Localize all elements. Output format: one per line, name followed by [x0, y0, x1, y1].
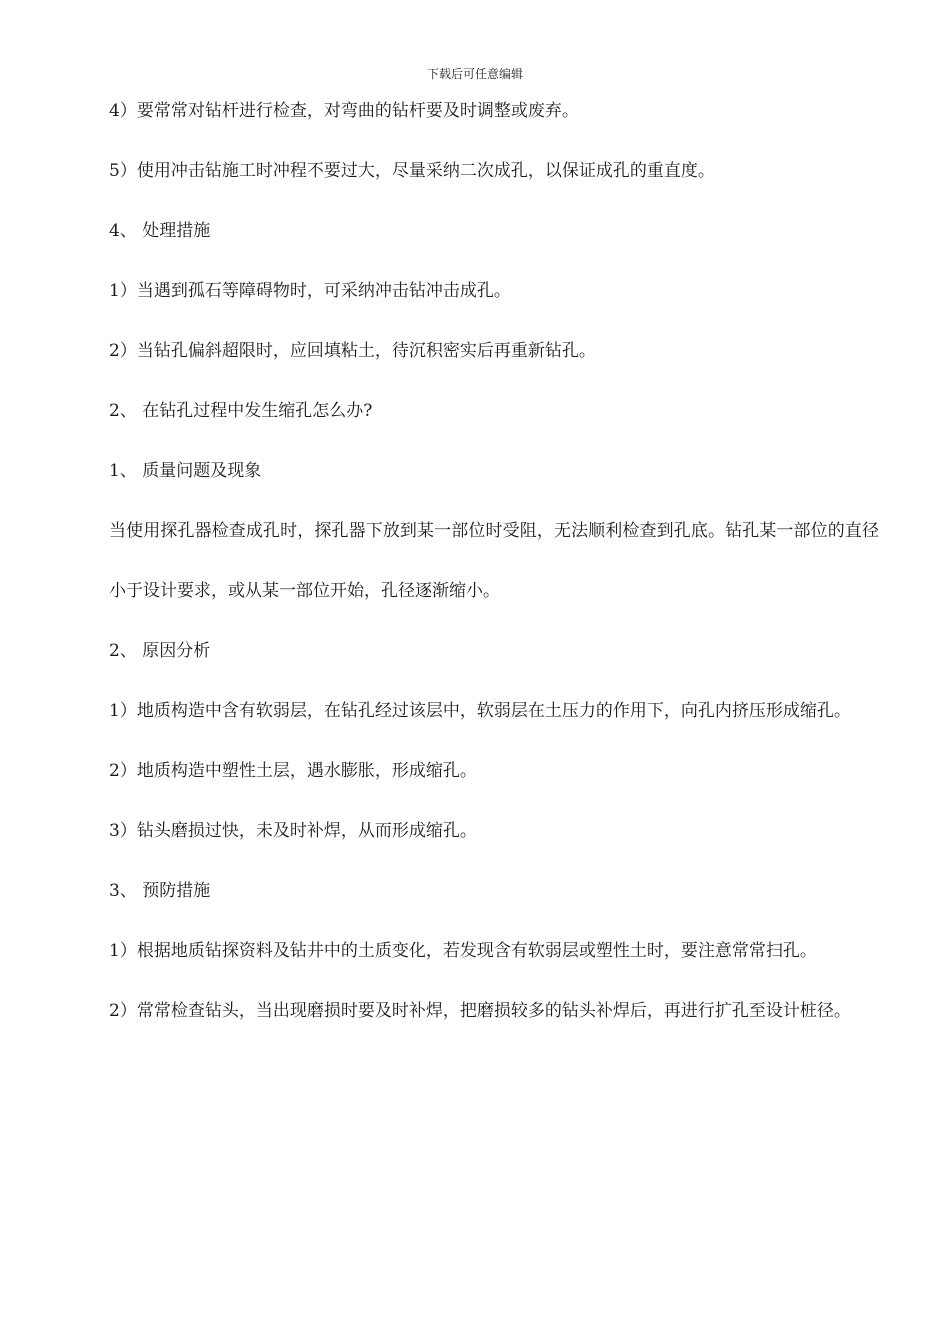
paragraph-problem-description: 当使用探孔器检查成孔时，探孔器下放到某一部位时受阻，无法顺利检查到孔底。钻孔某一部位的直径小于设计要求，或从某一部位开始，孔径逐渐缩小。 — [109, 521, 879, 601]
paragraph-prevention-reaming: 1）根据地质钻探资料及钻井中的土质变化，若发现含有软弱层或塑性土时，要注意常常扫孔。 — [109, 941, 817, 961]
paragraph-cause-plastic-soil: 2）地质构造中塑性土层，遇水膨胀，形成缩孔。 — [109, 761, 477, 781]
section-heading-treatment: 4、 处理措施 — [109, 221, 211, 241]
paragraph-deviation-overlimit: 2）当钻孔偏斜超限时，应回填粘土，待沉积密实后再重新钻孔。 — [109, 341, 596, 361]
question-heading-shrinkage: 2、 在钻孔过程中发生缩孔怎么办? — [109, 401, 373, 421]
section-heading-cause: 2、 原因分析 — [109, 641, 211, 661]
page-header: 下载后可任意编辑 — [426, 67, 523, 81]
document-body — [109, 97, 879, 1057]
paragraph-impact-drill-stroke: 5）使用冲击钻施工时冲程不要过大，尽量采纳二次成孔，以保证成孔的重直度。 — [109, 161, 715, 181]
paragraph-prevention-bit-check: 2）常常检查钻头，当出现磨损时要及时补焊，把磨损较多的钻头补焊后，再进行扩孔至设计桩径。 — [109, 1001, 851, 1021]
section-heading-prevention: 3、 预防措施 — [109, 881, 211, 901]
paragraph-boulder-obstacle: 1）当遇到孤石等障碍物时，可采纳冲击钻冲击成孔。 — [109, 281, 511, 301]
paragraph-cause-weak-layer: 1）地质构造中含有软弱层，在钻孔经过该层中，软弱层在土压力的作用下，向孔内挤压形成缩孔。 — [109, 701, 851, 721]
paragraph-cause-bit-wear: 3）钻头磨损过快，未及时补焊，从而形成缩孔。 — [109, 821, 477, 841]
section-heading-problem: 1、 质量问题及现象 — [109, 461, 262, 481]
paragraph-check-drill-rod: 4）要常常对钻杆进行检查，对弯曲的钻杆要及时调整或废弃。 — [109, 101, 579, 121]
